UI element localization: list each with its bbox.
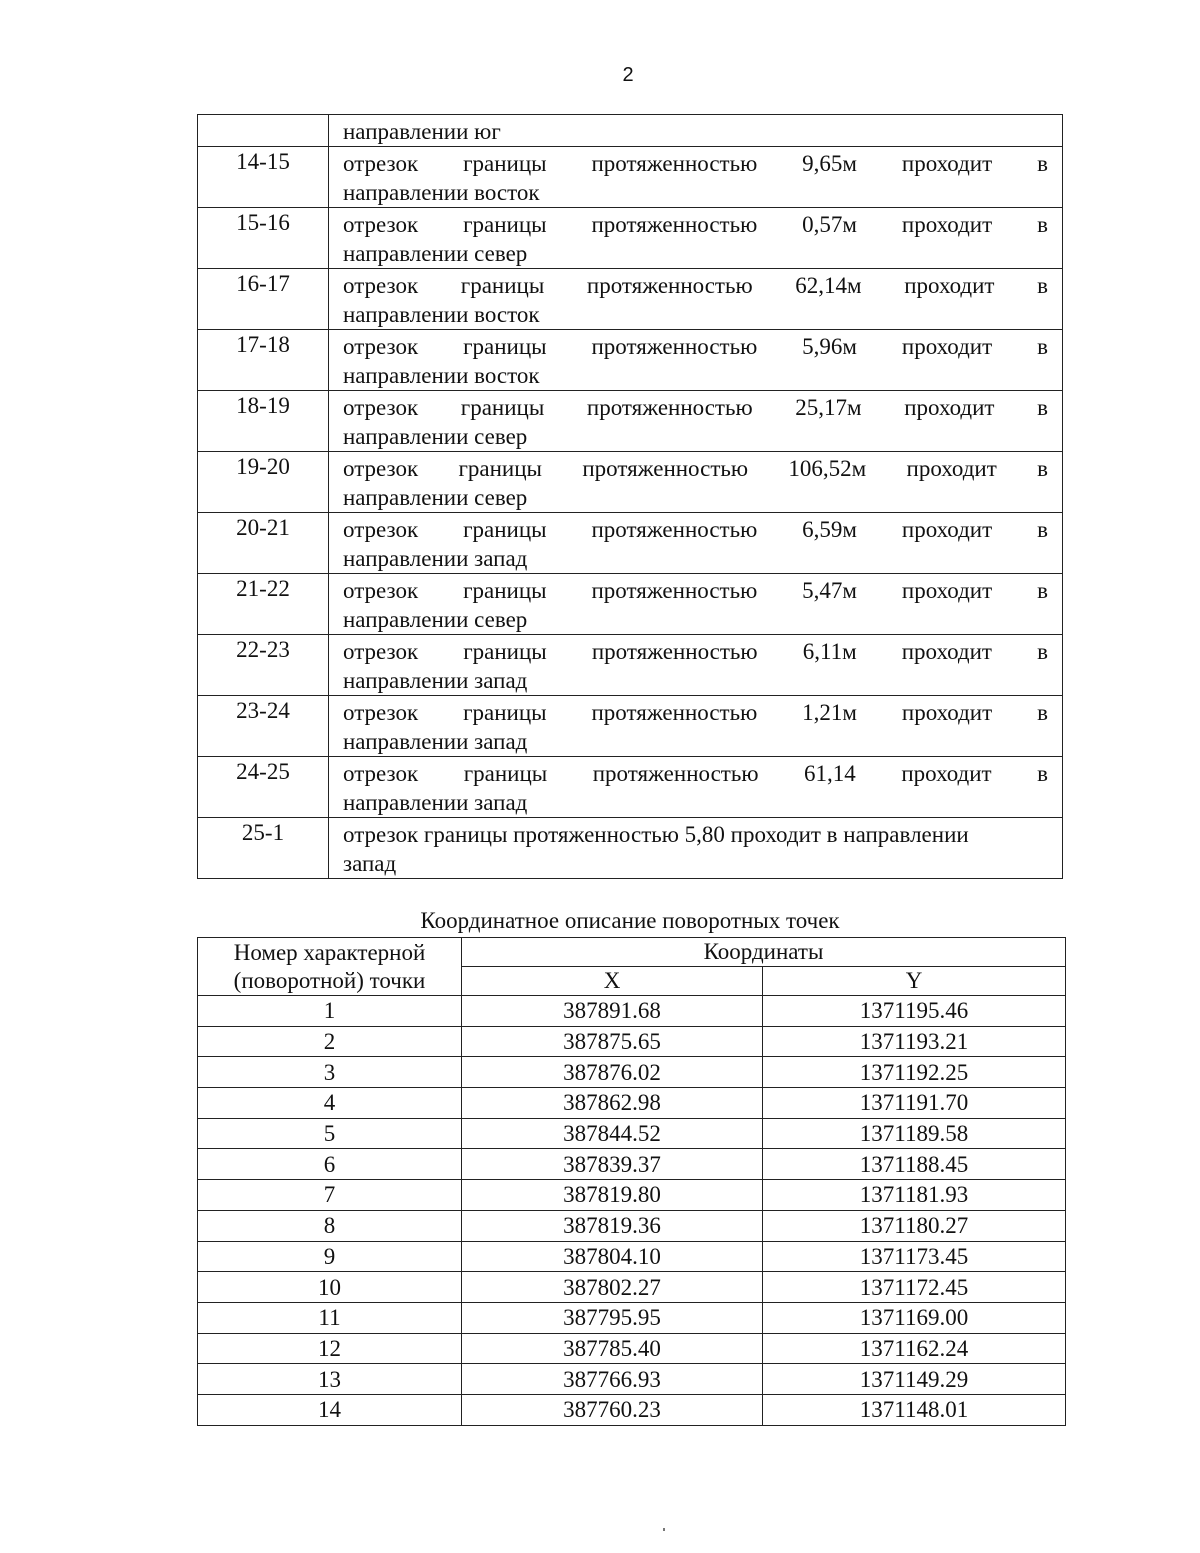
segment-word: отрезок xyxy=(343,273,419,298)
table-row xyxy=(198,208,1063,269)
segment-word: протяженностью xyxy=(592,761,759,786)
table-row xyxy=(198,574,1063,635)
segment-word: в xyxy=(1037,334,1048,359)
point-number-cell: 2 xyxy=(198,1026,462,1057)
segment-direction: направлении север xyxy=(343,241,528,266)
point-number-header xyxy=(198,938,462,996)
segment-word: границы xyxy=(463,334,547,359)
segment-word: в xyxy=(1037,578,1048,603)
segment-word: проходит xyxy=(901,700,993,725)
segment-direction: направлении север xyxy=(343,607,528,632)
segment-id-cell: 15-16 xyxy=(198,208,329,269)
x-coordinate-cell: 387844.52 xyxy=(462,1118,763,1149)
table-row xyxy=(198,1364,1066,1395)
segment-word: проходит xyxy=(901,639,992,664)
segment-word: отрезок xyxy=(343,456,419,481)
segment-direction: направлении восток xyxy=(343,363,540,388)
y-coordinate-cell: 1371189.58 xyxy=(763,1118,1066,1149)
segment-word: в xyxy=(1037,456,1048,481)
y-coordinate-cell: 1371148.01 xyxy=(763,1394,1066,1425)
table-row xyxy=(198,818,1063,879)
table-row xyxy=(198,269,1063,330)
y-coordinate-cell: 1371195.46 xyxy=(763,996,1066,1027)
coordinates-title: Координатное описание поворотных точек xyxy=(420,908,840,933)
x-coordinate-cell: 387795.95 xyxy=(462,1302,763,1333)
segment-word: протяженностью xyxy=(591,700,758,725)
segment-word: протяженностью xyxy=(591,334,758,359)
table-row xyxy=(198,1302,1066,1333)
coordinates-table xyxy=(197,937,1066,1426)
segment-word: протяженностью xyxy=(591,578,758,603)
segment-word: протяженностью xyxy=(586,395,753,420)
segment-description-cell xyxy=(329,269,1063,330)
segment-id-cell: 17-18 xyxy=(198,330,329,391)
segment-description-cell xyxy=(329,208,1063,269)
segment-word: в xyxy=(1037,700,1048,725)
point-number-cell: 3 xyxy=(198,1057,462,1088)
y-coordinate-cell: 1371181.93 xyxy=(763,1180,1066,1211)
table-row xyxy=(198,1057,1066,1088)
segment-direction: направлении запад xyxy=(343,546,528,571)
x-coordinate-cell: 387875.65 xyxy=(462,1026,763,1057)
segment-description-line xyxy=(343,637,1048,667)
table-row xyxy=(198,1149,1066,1180)
segment-description-line xyxy=(343,515,1048,545)
segment-word: границы xyxy=(463,212,547,237)
segment-word: отрезок xyxy=(343,639,419,664)
segment-word: в xyxy=(1037,212,1048,237)
x-coordinate-cell: 387862.98 xyxy=(462,1088,763,1119)
segment-word: отрезок xyxy=(343,395,419,420)
segment-description-line xyxy=(343,576,1048,606)
segment-description-cell xyxy=(329,391,1063,452)
segment-id-cell: 20-21 xyxy=(198,513,329,574)
segment-word: границы xyxy=(463,761,548,786)
segment-length: 9,65м xyxy=(802,151,857,176)
y-coordinate-cell: 1371172.45 xyxy=(763,1272,1066,1303)
segment-word: отрезок xyxy=(343,700,419,725)
segment-length: 5,47м xyxy=(802,578,857,603)
segment-direction: направлении запад xyxy=(343,729,528,754)
scan-artifact xyxy=(663,1528,665,1531)
table-row xyxy=(198,330,1063,391)
x-coordinate-cell: 387819.80 xyxy=(462,1180,763,1211)
segment-word: отрезок xyxy=(343,334,419,359)
segment-word: в xyxy=(1037,639,1048,664)
point-number-cell: 9 xyxy=(198,1241,462,1272)
segment-description-line xyxy=(343,332,1048,362)
segment-length: 61,14 xyxy=(804,761,856,786)
segment-length: 6,11м xyxy=(802,639,857,664)
table-row xyxy=(198,696,1063,757)
segment-word: проходит xyxy=(901,761,992,786)
point-number-cell: 6 xyxy=(198,1149,462,1180)
segment-description-cell xyxy=(329,513,1063,574)
segment-length: 6,59м xyxy=(802,517,857,542)
segment-length: 25,17м xyxy=(795,395,862,420)
y-coordinate-cell: 1371173.45 xyxy=(763,1241,1066,1272)
segment-direction: направлении север xyxy=(343,424,528,449)
boundary-segments-table xyxy=(197,114,1063,879)
x-coordinate-cell: 387839.37 xyxy=(462,1149,763,1180)
segment-word: протяженностью xyxy=(591,212,758,237)
point-number-cell: 7 xyxy=(198,1180,462,1211)
point-number-cell: 1 xyxy=(198,996,462,1027)
table-row xyxy=(198,635,1063,696)
segment-id-cell: 21-22 xyxy=(198,574,329,635)
segment-id-cell: 14-15 xyxy=(198,147,329,208)
y-header: Y xyxy=(763,967,1066,996)
segment-id-cell: 23-24 xyxy=(198,696,329,757)
point-number-cell: 14 xyxy=(198,1394,462,1425)
segment-word: отрезок xyxy=(343,517,419,542)
segment-description-cell xyxy=(329,115,1063,147)
segment-word: протяженностью xyxy=(591,639,758,664)
segment-word: протяженностью xyxy=(586,273,753,298)
x-coordinate-cell: 387876.02 xyxy=(462,1057,763,1088)
table-row xyxy=(198,1394,1066,1425)
point-number-cell: 12 xyxy=(198,1333,462,1364)
segment-word: границы xyxy=(460,273,545,298)
segment-description-line xyxy=(343,698,1048,728)
segment-description-cell xyxy=(329,635,1063,696)
segment-word: проходит xyxy=(901,578,993,603)
segment-word: отрезок xyxy=(343,151,419,176)
point-number-cell: 4 xyxy=(198,1088,462,1119)
segment-description-line xyxy=(343,149,1048,179)
segment-description-line xyxy=(343,393,1048,423)
segment-word: проходит xyxy=(904,395,995,420)
segment-description-cell xyxy=(329,452,1063,513)
segment-word: проходит xyxy=(901,212,993,237)
segment-description-line xyxy=(343,454,1048,484)
table-row xyxy=(198,1180,1066,1211)
point-number-cell: 8 xyxy=(198,1210,462,1241)
y-coordinate-cell: 1371192.25 xyxy=(763,1057,1066,1088)
segment-id-cell xyxy=(198,115,329,147)
segment-word: протяженностью xyxy=(591,517,758,542)
x-header: X xyxy=(462,967,763,996)
table-row xyxy=(198,996,1066,1027)
segment-direction: направлении запад xyxy=(343,668,528,693)
segment-description-cell xyxy=(329,147,1063,208)
segment-direction: направлении восток xyxy=(343,302,540,327)
segment-description-cell xyxy=(329,757,1063,818)
segment-id-cell: 16-17 xyxy=(198,269,329,330)
table-row xyxy=(198,1333,1066,1364)
x-coordinate-cell: 387785.40 xyxy=(462,1333,763,1364)
y-coordinate-cell: 1371162.24 xyxy=(763,1333,1066,1364)
segment-word: отрезок xyxy=(343,761,419,786)
y-coordinate-cell: 1371191.70 xyxy=(763,1088,1066,1119)
segment-word: проходит xyxy=(901,334,993,359)
segment-description-line: отрезок границы протяженностью 5,80 проходит в направлении xyxy=(343,822,969,847)
segment-direction: направлении север xyxy=(343,485,528,510)
segment-word: границы xyxy=(463,578,547,603)
y-coordinate-cell: 1371188.45 xyxy=(763,1149,1066,1180)
table-row xyxy=(198,513,1063,574)
table-row xyxy=(198,1272,1066,1303)
segment-description-line xyxy=(343,759,1048,789)
x-coordinate-cell: 387760.23 xyxy=(462,1394,763,1425)
x-coordinate-cell: 387766.93 xyxy=(462,1364,763,1395)
table-row xyxy=(198,452,1063,513)
table-row xyxy=(198,147,1063,208)
table-row xyxy=(198,1241,1066,1272)
segment-length: 5,96м xyxy=(802,334,857,359)
segment-continuation-text: направлении юг xyxy=(343,119,501,144)
segment-word: протяженностью xyxy=(591,151,758,176)
segment-word: в xyxy=(1037,761,1048,786)
table-row xyxy=(198,1088,1066,1119)
segment-word: в xyxy=(1037,151,1048,176)
point-number-cell: 10 xyxy=(198,1272,462,1303)
point-number-header-line2: (поворотной) точки xyxy=(233,967,426,993)
point-number-header-line1: Номер характерной xyxy=(233,939,426,965)
table-row xyxy=(198,115,1063,147)
table-row xyxy=(198,757,1063,818)
segment-description-cell xyxy=(329,574,1063,635)
point-number-cell: 11 xyxy=(198,1302,462,1333)
y-coordinate-cell: 1371180.27 xyxy=(763,1210,1066,1241)
segment-word: проходит xyxy=(906,456,997,481)
segment-direction: направлении запад xyxy=(343,790,528,815)
segment-word: проходит xyxy=(901,151,993,176)
y-coordinate-cell: 1371193.21 xyxy=(763,1026,1066,1057)
table-row xyxy=(198,1210,1066,1241)
segment-word: отрезок xyxy=(343,578,419,603)
segment-word: в xyxy=(1037,517,1048,542)
y-coordinate-cell: 1371169.00 xyxy=(763,1302,1066,1333)
page-number: 2 xyxy=(622,64,634,86)
point-number-cell: 13 xyxy=(198,1364,462,1395)
table-row xyxy=(198,391,1063,452)
header-row xyxy=(198,938,1066,967)
segment-id-cell: 25-1 xyxy=(198,818,329,879)
segment-length: 1,21м xyxy=(802,700,857,725)
segment-description-cell xyxy=(329,818,1063,879)
x-coordinate-cell: 387804.10 xyxy=(462,1241,763,1272)
segment-word: проходит xyxy=(904,273,995,298)
segment-id-cell: 19-20 xyxy=(198,452,329,513)
point-number-cell: 5 xyxy=(198,1118,462,1149)
segment-length: 0,57м xyxy=(802,212,857,237)
segment-word: в xyxy=(1037,273,1048,298)
segment-description-cell xyxy=(329,330,1063,391)
segment-id-cell: 24-25 xyxy=(198,757,329,818)
segment-word: границы xyxy=(463,639,547,664)
x-coordinate-cell: 387891.68 xyxy=(462,996,763,1027)
segment-word: проходит xyxy=(901,517,993,542)
segment-id-cell: 22-23 xyxy=(198,635,329,696)
segment-length: 106,52м xyxy=(788,456,867,481)
segment-word: границы xyxy=(460,395,545,420)
table-row xyxy=(198,1118,1066,1149)
segment-direction: запад xyxy=(343,851,397,876)
segment-description-line xyxy=(343,271,1048,301)
segment-direction: направлении восток xyxy=(343,180,540,205)
y-coordinate-cell: 1371149.29 xyxy=(763,1364,1066,1395)
segment-description-cell xyxy=(329,696,1063,757)
x-coordinate-cell: 387819.36 xyxy=(462,1210,763,1241)
table-row xyxy=(198,1026,1066,1057)
segment-word: границы xyxy=(463,151,547,176)
segment-word: в xyxy=(1037,395,1048,420)
segment-word: границы xyxy=(458,456,542,481)
segment-description-line xyxy=(343,210,1048,240)
segment-word: границы xyxy=(463,700,547,725)
segment-word: границы xyxy=(463,517,547,542)
segment-id-cell: 18-19 xyxy=(198,391,329,452)
segment-word: протяженностью xyxy=(582,456,749,481)
x-coordinate-cell: 387802.27 xyxy=(462,1272,763,1303)
segment-length: 62,14м xyxy=(795,273,862,298)
segment-word: отрезок xyxy=(343,212,419,237)
coordinates-header: Координаты xyxy=(462,938,1066,967)
